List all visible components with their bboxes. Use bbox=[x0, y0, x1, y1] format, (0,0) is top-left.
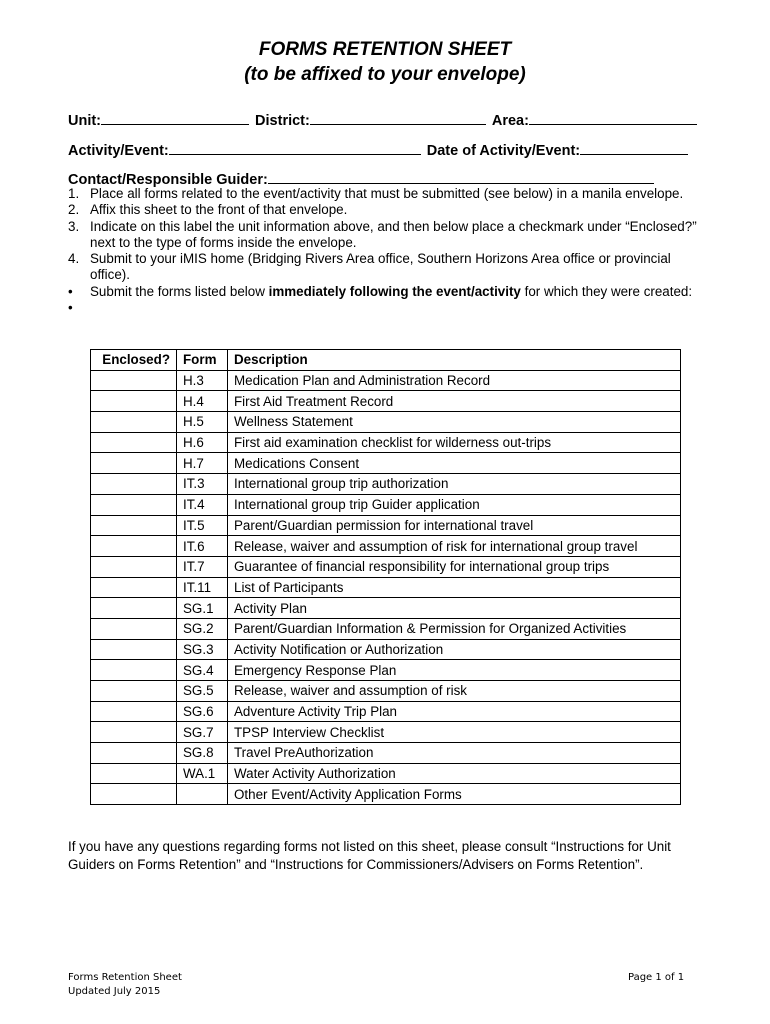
bullet-item-empty bbox=[68, 300, 708, 316]
footer-page-number: Page 1 of 1 bbox=[628, 972, 685, 983]
enclosed-checkbox-cell[interactable] bbox=[91, 515, 177, 536]
form-code: IT.7 bbox=[177, 556, 228, 577]
form-code: SG.2 bbox=[177, 618, 228, 639]
enclosed-checkbox-cell[interactable] bbox=[91, 577, 177, 598]
instruction-item bbox=[68, 202, 708, 218]
table-row bbox=[91, 660, 681, 681]
enclosed-checkbox-cell[interactable] bbox=[91, 660, 177, 681]
form-description: Other Event/Activity Application Forms bbox=[228, 784, 681, 805]
page-title: FORMS RETENTION SHEET bbox=[258, 39, 512, 60]
instructions bbox=[68, 186, 708, 316]
item-number: 2. bbox=[68, 202, 80, 218]
table-row bbox=[91, 577, 681, 598]
form-description: First aid examination checklist for wilderness out-trips bbox=[228, 432, 681, 453]
item-text: Place all forms related to the event/activity that must be submitted (see below) in a manila envelope. bbox=[90, 186, 684, 201]
district-label: District: bbox=[255, 113, 310, 129]
footer-updated: Updated July 2015 bbox=[68, 986, 161, 997]
form-description: International group trip authorization bbox=[228, 474, 681, 495]
item-number: 4. bbox=[68, 251, 80, 267]
enclosed-checkbox-cell[interactable] bbox=[91, 412, 177, 433]
date-label: Date of Activity/Event: bbox=[426, 143, 581, 159]
table-row bbox=[91, 515, 681, 536]
item-text: Indicate on this label the unit information above, and then below place a checkmark under “Enclosed?” next to the type of forms inside the envelope. bbox=[90, 218, 697, 250]
questions-note: If you have any questions regarding forms not listed on this sheet, please consult “Instructions for Unit Guiders on Forms Retention” and “Instructions for Commissioners/Advisers on Forms Retention”. bbox=[68, 839, 671, 872]
item-text: Submit to your iMIS home (Bridging Rivers Area office, Southern Horizons Area office or provincial office). bbox=[90, 251, 671, 283]
table-row bbox=[91, 784, 681, 805]
form-code: H.5 bbox=[177, 412, 228, 433]
table-row bbox=[91, 412, 681, 433]
enclosed-checkbox-cell[interactable] bbox=[91, 722, 177, 743]
enclosed-checkbox-cell[interactable] bbox=[91, 391, 177, 412]
table-row bbox=[91, 370, 681, 391]
enclosed-checkbox-cell[interactable] bbox=[91, 474, 177, 495]
bullet-item bbox=[68, 284, 708, 300]
form-description: List of Participants bbox=[228, 577, 681, 598]
field-row-activity bbox=[68, 140, 688, 159]
form-code: H.6 bbox=[177, 432, 228, 453]
header-form: Form bbox=[177, 350, 228, 371]
bullet-bold-text: immediately following the event/activity bbox=[268, 283, 521, 299]
activity-label: Activity/Event: bbox=[68, 143, 169, 159]
form-code: H.4 bbox=[177, 391, 228, 412]
table-row bbox=[91, 598, 681, 619]
unit-field[interactable] bbox=[101, 110, 249, 125]
table-row bbox=[91, 536, 681, 557]
enclosed-checkbox-cell[interactable] bbox=[91, 598, 177, 619]
table-row bbox=[91, 391, 681, 412]
enclosed-checkbox-cell[interactable] bbox=[91, 701, 177, 722]
form-description: International group trip Guider application bbox=[228, 494, 681, 515]
form-code: SG.4 bbox=[177, 660, 228, 681]
bullet-icon: • bbox=[68, 300, 73, 316]
form-description: Travel PreAuthorization bbox=[228, 743, 681, 764]
item-number: 3. bbox=[68, 218, 80, 234]
enclosed-checkbox-cell[interactable] bbox=[91, 453, 177, 474]
table-row bbox=[91, 618, 681, 639]
forms-table bbox=[90, 349, 681, 805]
instruction-item bbox=[68, 251, 708, 284]
form-description: Parent/Guardian Information & Permission for Organized Activities bbox=[228, 618, 681, 639]
enclosed-checkbox-cell[interactable] bbox=[91, 494, 177, 515]
table-row bbox=[91, 453, 681, 474]
header-description: Description bbox=[228, 350, 681, 371]
page-subtitle: (to be affixed to your envelope) bbox=[244, 64, 526, 85]
form-code: IT.3 bbox=[177, 474, 228, 495]
table-header-row bbox=[91, 350, 681, 371]
form-description: Emergency Response Plan bbox=[228, 660, 681, 681]
form-code: IT.5 bbox=[177, 515, 228, 536]
form-code: SG.3 bbox=[177, 639, 228, 660]
form-code: H.3 bbox=[177, 370, 228, 391]
unit-label: Unit: bbox=[68, 113, 102, 129]
field-row-unit bbox=[68, 110, 697, 129]
table-row bbox=[91, 701, 681, 722]
table-row bbox=[91, 763, 681, 784]
form-code: SG.5 bbox=[177, 681, 228, 702]
form-description: Water Activity Authorization bbox=[228, 763, 681, 784]
form-code: SG.8 bbox=[177, 743, 228, 764]
table-row bbox=[91, 743, 681, 764]
activity-field[interactable] bbox=[169, 140, 421, 155]
item-text: Affix this sheet to the front of that envelope. bbox=[90, 202, 348, 218]
enclosed-checkbox-cell[interactable] bbox=[91, 639, 177, 660]
header-enclosed: Enclosed? bbox=[91, 350, 177, 371]
form-description: Medication Plan and Administration Record bbox=[228, 370, 681, 391]
footer-doc-name: Forms Retention Sheet bbox=[68, 972, 182, 983]
instruction-item bbox=[68, 186, 708, 202]
form-code: SG.6 bbox=[177, 701, 228, 722]
enclosed-checkbox-cell[interactable] bbox=[91, 556, 177, 577]
form-code: H.7 bbox=[177, 453, 228, 474]
district-field[interactable] bbox=[310, 110, 486, 125]
form-code: SG.1 bbox=[177, 598, 228, 619]
enclosed-checkbox-cell[interactable] bbox=[91, 784, 177, 805]
form-description: Adventure Activity Trip Plan bbox=[228, 701, 681, 722]
enclosed-checkbox-cell[interactable] bbox=[91, 618, 177, 639]
area-label: Area: bbox=[491, 113, 529, 129]
enclosed-checkbox-cell[interactable] bbox=[91, 536, 177, 557]
area-field[interactable] bbox=[529, 110, 697, 125]
table-row bbox=[91, 639, 681, 660]
item-number: 1. bbox=[68, 186, 80, 201]
form-code: IT.6 bbox=[177, 536, 228, 557]
table-row bbox=[91, 432, 681, 453]
form-description: First Aid Treatment Record bbox=[228, 391, 681, 412]
form-code: IT.11 bbox=[177, 577, 228, 598]
form-description: TPSP Interview Checklist bbox=[228, 722, 681, 743]
form-description: Guarantee of financial responsibility for international group trips bbox=[228, 556, 681, 577]
form-description: Parent/Guardian permission for international travel bbox=[228, 515, 681, 536]
table-row bbox=[91, 722, 681, 743]
enclosed-checkbox-cell[interactable] bbox=[91, 432, 177, 453]
enclosed-checkbox-cell[interactable] bbox=[91, 370, 177, 391]
contact-field[interactable] bbox=[268, 169, 654, 184]
form-code: IT.4 bbox=[177, 494, 228, 515]
table-row bbox=[91, 474, 681, 495]
table-row bbox=[91, 681, 681, 702]
contact-label: Contact/Responsible Guider: bbox=[68, 172, 268, 188]
bullet-text-end: for which they were created: bbox=[520, 283, 693, 299]
table-row bbox=[91, 556, 681, 577]
enclosed-checkbox-cell[interactable] bbox=[91, 681, 177, 702]
form-code bbox=[177, 784, 228, 805]
enclosed-checkbox-cell[interactable] bbox=[91, 763, 177, 784]
form-code: SG.7 bbox=[177, 722, 228, 743]
form-description: Activity Plan bbox=[228, 598, 681, 619]
form-description: Release, waiver and assumption of risk for international group travel bbox=[228, 536, 681, 557]
form-description: Release, waiver and assumption of risk bbox=[228, 681, 681, 702]
form-description: Activity Notification or Authorization bbox=[228, 639, 681, 660]
form-description: Wellness Statement bbox=[228, 412, 681, 433]
bullet-icon: • bbox=[68, 283, 73, 299]
footer-left bbox=[68, 971, 182, 999]
table-row bbox=[91, 494, 681, 515]
bullet-text: Submit the forms listed below bbox=[90, 283, 269, 299]
date-field[interactable] bbox=[580, 140, 688, 155]
form-code: WA.1 bbox=[177, 763, 228, 784]
instruction-item bbox=[68, 219, 708, 252]
enclosed-checkbox-cell[interactable] bbox=[91, 743, 177, 764]
form-description: Medications Consent bbox=[228, 453, 681, 474]
